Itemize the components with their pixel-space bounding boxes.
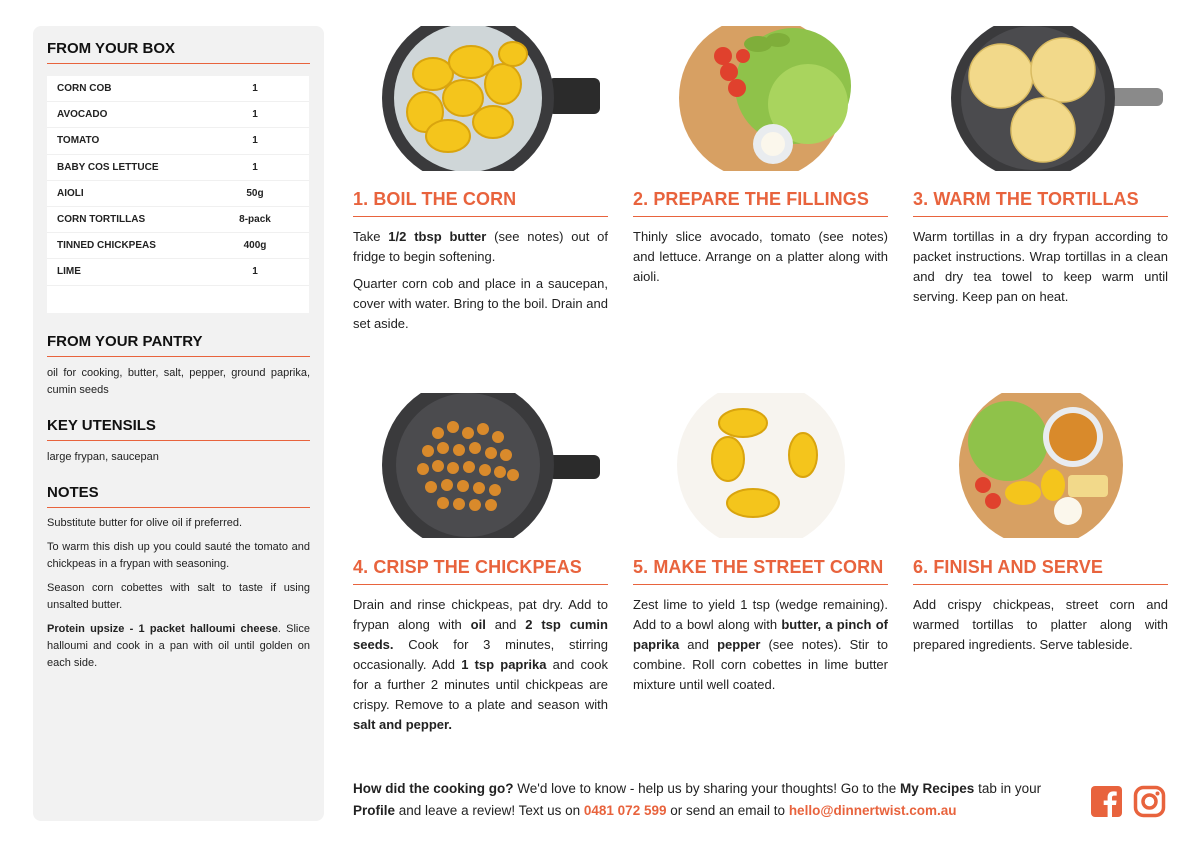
step-bold: oil [470,617,486,632]
note-paragraph: Season corn cobettes with salt to taste if using unsalted butter. [47,582,310,611]
step-text: and [679,637,718,652]
email-link[interactable]: hello@dinnertwist.com.au [788,803,957,818]
ingredient-qty: 1 [252,135,258,147]
feedback-footer [353,778,1073,822]
ingredients-table [47,76,309,313]
tortillas-photo [913,26,1168,171]
table-row [47,181,309,207]
pantry-text: oil for cooking, butter, salt, pepper, ground paprika, cumin seeds [47,367,310,396]
step-text: Drain and rinse chickpeas, pat dry. Add to frypan along with [353,597,608,632]
ingredient-name: AIOLI [57,187,84,199]
step-body [913,227,1168,307]
ingredient-qty: 1 [252,161,258,173]
ingredient-name: BABY COS LETTUCE [57,161,159,173]
step-4 [353,557,608,735]
table-row [47,76,309,102]
step-text: (see notes) out of fridge to begin softening. [353,229,608,264]
step-body [353,227,608,334]
ingredient-qty: 50g [246,187,264,199]
step-2 [633,189,888,287]
ingredient-name: LIME [57,266,81,278]
footer-text: and leave a review! Text us on [395,803,584,818]
ingredient-qty: 1 [252,109,258,121]
step-title: 5. MAKE THE STREET CORN [633,557,888,585]
ingredient-qty: 1 [252,266,258,278]
step-title: 1. BOIL THE CORN [353,189,608,217]
instagram-icon[interactable] [1133,785,1166,818]
fillings-photo [633,26,888,171]
table-row [47,155,309,181]
finished-dish-photo [913,393,1168,538]
profile-text: Profile [353,803,396,818]
facebook-icon[interactable] [1090,785,1123,818]
utensils-section [47,417,310,466]
ingredient-name: CORN TORTILLAS [57,214,146,226]
chickpeas-photo [353,393,608,538]
utensils-text: large frypan, saucepan [47,451,159,463]
step-bold: pepper [717,637,761,652]
my-recipes-text: My Recipes [900,781,975,796]
sidebar [33,26,324,821]
ingredient-name: TOMATO [57,135,100,147]
pantry-title: FROM YOUR PANTRY [47,333,310,357]
step-body [633,227,888,287]
table-row [47,128,309,154]
ingredient-qty: 400g [243,240,267,252]
step-6 [913,557,1168,655]
footer-text: tab in your [974,781,1042,796]
street-corn-photo [633,393,888,538]
boil-corn-photo [353,26,608,171]
step-text: and [485,617,526,632]
step-5 [633,557,888,695]
ingredient-name: CORN COB [57,83,112,95]
footer-bold: How did the cooking go? [353,781,514,796]
step-1 [353,189,608,334]
step-text: Zest lime to yield 1 tsp (wedge remaining). Add to a bowl along with [633,597,888,632]
step-3 [913,189,1168,307]
step-title: 3. WARM THE TORTILLAS [913,189,1168,217]
table-row [47,102,309,128]
step-bold: 1/2 tbsp butter [388,229,487,244]
note-paragraph: Substitute butter for olive oil if preferred. [47,517,243,529]
step-bold: 1 tsp paprika [461,657,547,672]
notes-title: NOTES [47,484,310,508]
ingredient-name: AVOCADO [57,109,108,121]
step-bold: 2 tsp cumin seeds. [353,617,608,652]
note-bold: Protein upsize - 1 packet halloumi cheese [47,623,278,635]
step-body [633,595,888,695]
step-text: Take [353,229,389,244]
notes-section [47,484,310,672]
step-text: (see notes). Stir to combine. Roll corn cobettes in lime butter mixture until well coated. [633,637,888,692]
step-title: 2. PREPARE THE FILLINGS [633,189,888,217]
ingredient-qty: 1 [252,83,258,95]
step-paragraph: Add crispy chickpeas, street corn and warmed tortillas to platter along with prepared ingredients. Serve tableside. [913,597,1168,652]
phone-link[interactable]: 0481 072 599 [583,803,667,818]
step-title: 4. CRISP THE CHICKPEAS [353,557,608,585]
step-bold: butter, a pinch of paprika [633,617,888,652]
step-bold: salt and pepper. [353,717,452,732]
step-paragraph: Warm tortillas in a dry frypan according to packet instructions. Wrap tortillas in a clean and dry tea towel to keep warm until serving. Keep pan on heat. [913,229,1168,304]
step-text: and cook for a further 2 minutes until chickpeas are crispy. Remove to a plate and season with [353,657,608,712]
note-paragraph [47,621,310,672]
table-row [47,259,309,285]
step-title: 6. FINISH AND SERVE [913,557,1168,585]
step-paragraph: Thinly slice avocado, tomato (see notes) and lettuce. Arrange on a platter along with aioli. [633,229,888,284]
note-paragraph: To warm this dish up you could sauté the tomato and chickpeas in a frypan with seasoning. [47,541,310,570]
step-body [913,595,1168,655]
footer-text: or send an email to [666,803,789,818]
from-your-box-title: FROM YOUR BOX [47,40,310,64]
pantry-section [47,333,310,399]
step-paragraph: Quarter corn cob and place in a saucepan, cover with water. Bring to the boil. Drain and set aside. [353,276,608,331]
utensils-title: KEY UTENSILS [47,417,310,441]
step-body [353,595,608,735]
ingredient-name: TINNED CHICKPEAS [57,240,156,252]
footer-text: We'd love to know - help us by sharing your thoughts! Go to the [513,781,901,796]
table-row [47,233,309,259]
ingredient-qty: 8-pack [239,214,271,226]
note-text: . Slice halloumi and cook in a pan with oil until golden on each side. [47,623,310,669]
table-row [47,207,309,233]
step-text: Cook for 3 minutes, stirring occasionally. Add [353,637,608,672]
